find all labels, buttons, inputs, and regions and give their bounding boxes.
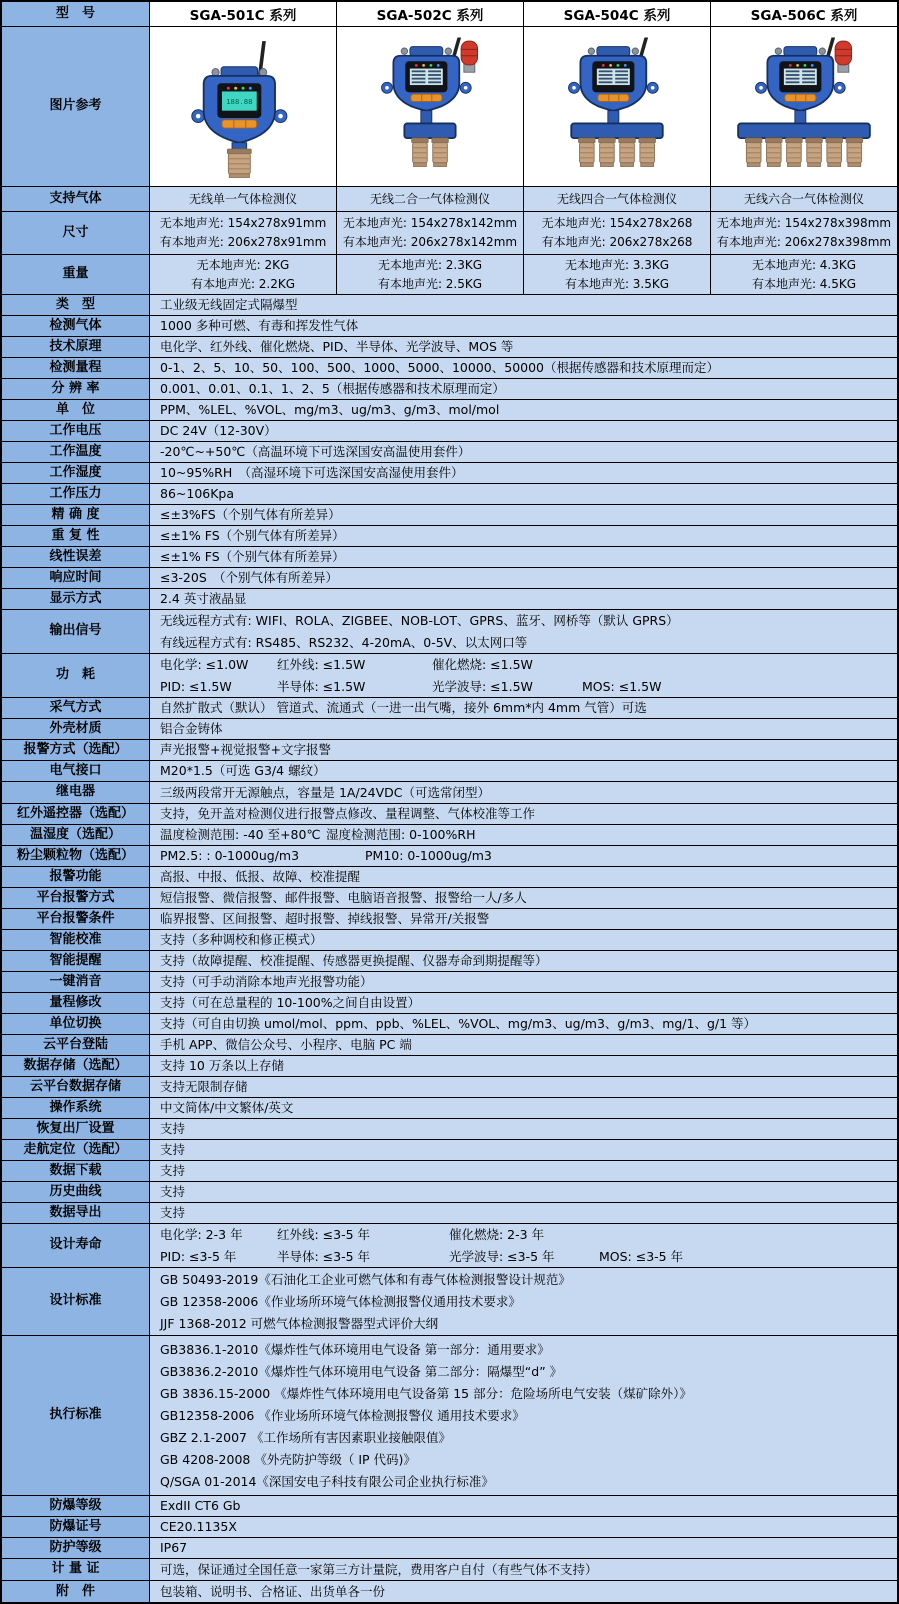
alarm-beacon-icon [835,41,851,72]
row-label-remote: 红外遥控器（选配） [2,804,150,824]
lifetime-segment: 红外线: ≤3-5 年 [277,1226,371,1242]
spec-row-repeatability [2,526,897,547]
svg-text:188.88: 188.88 [226,96,253,106]
weight-value-cell [337,255,524,294]
row-label-accuracy: 精 确 度 [2,505,150,525]
platform-alarm-mode-value-line: 短信报警、微信报警、邮件报警、电脑语音报警、报警给一人/多人 [160,890,527,905]
spec-row-os [2,1098,897,1119]
model-header-sga-506c [711,2,897,26]
row-label-range: 检测量程 [2,358,150,378]
row-label-work-humidity: 工作湿度 [2,463,150,483]
row-label-shell: 外壳材质 [2,719,150,739]
power-value-line [160,676,891,698]
spec-row-output [2,610,897,654]
spec-row-nav-position [2,1140,897,1161]
power-value [150,654,897,697]
mute-value-line: 支持（可手动消除本地声光报警功能） [160,974,373,989]
nav-position-value-line: 支持 [160,1142,186,1157]
row-label-os: 操作系统 [2,1098,150,1118]
spec-row-linearity [2,547,897,568]
image-reference-row [2,27,897,187]
spec-row-shell [2,719,897,740]
row-label-unit: 单 位 [2,400,150,420]
weight-value-line: 无本地声光: 2.3KG [377,257,483,272]
weight-value-cell [150,255,337,294]
row-label-output: 输出信号 [2,610,150,653]
smart-cal-value-line: 支持（多种调校和修正模式） [160,932,323,947]
spec-row-remote [2,804,897,825]
row-label-accessories: 附 件 [2,1581,150,1603]
spec-row-ip-grade [2,1538,897,1559]
spec-row-accuracy [2,505,897,526]
model-name: SGA-506C 系列 [750,8,858,24]
spec-row-resolution [2,379,897,400]
device-image-cell-sga-506c [711,27,897,186]
spec-row-principle [2,337,897,358]
spec-row-unit-switch [2,1014,897,1035]
supported-gas-value-line: 无线单一气体检测仪 [188,191,297,206]
row-label-linearity: 线性误差 [2,547,150,567]
accessories-value-line: 包装箱、说明书、合格证、出货单各一份 [160,1584,386,1599]
dimensions-value-line: 无本地声光: 154x278x398mm [716,216,892,230]
linearity-value-line: ≤±1% FS（个别气体有所差异） [160,549,345,564]
row-label-work-temp: 工作温度 [2,442,150,462]
power-segment: 红外线: ≤1.5W [277,656,366,672]
row-label-nav-position: 走航定位（选配） [2,1140,150,1160]
device-image-cell-sga-504c [524,27,711,186]
temp_humidity-value [150,825,897,845]
cloud-login-value [150,1035,897,1055]
remote-value-line: 支持，免开盖对检测仪进行报警点修改、量程调整、气体校准等工作 [160,806,536,821]
supported-gas-columns [150,187,897,211]
device-photo-sga-501c [157,32,329,182]
exd-cert-value [150,1517,897,1537]
spec-row-work-temp [2,442,897,463]
temp_humidity-segment: 温度检测范围: -40 至+80℃ [160,827,321,842]
row-label-detect-gas: 检测气体 [2,316,150,336]
dust-value [150,846,897,866]
spec-row-cloud-login [2,1035,897,1056]
row-label-display: 显示方式 [2,589,150,609]
alarm-mode-value-line: 声光报警+视觉报警+文字报警 [160,742,331,757]
response-value [150,568,897,588]
data-download-value [150,1161,897,1181]
dust-segment: PM2.5: : 0-1000ug/m3 [160,848,300,863]
exd-grade-value [150,1496,897,1516]
temp_humidity-segment: 湿度检测范围: 0-100%RH [326,827,476,842]
sampling-value-line: 自然扩散式（默认） 管道式、流通式（一进一出气嘴，接外 6mm*内 4mm 气管）可选 [160,700,647,715]
weight-value-line: 无本地声光: 3.3KG [564,257,670,272]
row-label-history-curve: 历史曲线 [2,1182,150,1202]
data-storage-value [150,1056,897,1076]
spec-row-factory-reset [2,1119,897,1140]
smart-remind-value [150,951,897,971]
work-humidity-value-line: 10~95%RH （高湿环境下可选深国安高湿使用套件） [160,465,464,480]
supported-gas-value-cell [150,187,337,211]
spec-row-design-standard [2,1268,897,1336]
ip-grade-value [150,1538,897,1558]
design-standard-value-line: GB 50493-2019《石油化工企业可燃气体和有毒气体检测报警设计规范》 [160,1271,571,1287]
range-value-line: 0-1、2、5、10、50、100、500、1000、5000、10000、50000（根据传感器和技术原理而定） [160,360,720,375]
row-label-alarm-mode: 报警方式（选配） [2,740,150,760]
alarm-func-value-line: 高报、中报、低报、故障、校准提醒 [160,869,361,884]
weight-value-line: 有本地声光: 2.2KG [190,276,296,291]
power-segment: 半导体: ≤1.5W [277,678,366,694]
row-label-lifetime: 设计寿命 [2,1224,150,1267]
unit-value-line: PPM、%LEL、%VOL、mg/m3、ug/m3、g/m3、mol/mol [160,402,500,417]
dimensions-value-line: 有本地声光: 206x278x142mm [342,235,518,249]
alarm-mode-value [150,740,897,760]
spec-row-display [2,589,897,610]
mute-value [150,972,897,992]
temp_humidity-value-line [160,824,891,846]
dimensions-value-line: 无本地声光: 154x278x268 [541,216,693,230]
repeatability-value-line: ≤±1% FS（个别气体有所差异） [160,528,345,543]
spec-row-pressure [2,484,897,505]
data-export-value-line: 支持 [160,1205,186,1220]
data-storage-value-line: 支持 10 万条以上存储 [160,1058,284,1073]
os-value [150,1098,897,1118]
row-label-range-modify: 量程修改 [2,993,150,1013]
row-label-exd-grade: 防爆等级 [2,1496,150,1516]
weight-value-line: 有本地声光: 3.5KG [564,276,670,291]
lifetime-value-line [160,1224,891,1246]
spec-row-relay [2,782,897,804]
design-standard-value-line: GB 12358-2006《作业场所环境气体检测报警仪通用技术要求》 [160,1293,521,1309]
platform-alarm-mode-value [150,888,897,908]
spec-row-unit [2,400,897,421]
lifetime-segment: 电化学: 2-3 年 [160,1226,243,1242]
row-label-principle: 技术原理 [2,337,150,357]
principle-value-line: 电化学、红外线、催化燃烧、PID、半导体、光学波导、MOS 等 [160,339,514,354]
spec-row-metering-cert [2,1559,897,1581]
supported-gas-value-cell [711,187,897,211]
spec-row-lifetime [2,1224,897,1268]
lifetime-value-line [160,1246,891,1268]
model-header-sga-504c [524,2,711,26]
dimensions-value-cell [524,212,711,254]
dust-segment: PM10: 0-1000ug/m3 [365,848,492,863]
spec-row-supported-gas [2,187,897,212]
weight-columns [150,255,897,294]
spec-row-accessories [2,1581,897,1603]
row-label-response: 响应时间 [2,568,150,588]
model-name: SGA-502C 系列 [376,8,484,24]
row-label-repeatability: 重 复 性 [2,526,150,546]
exd-cert-value-line: CE20.1135X [160,1519,237,1534]
row-label-ip-grade: 防护等级 [2,1538,150,1558]
row-label-voltage: 工作电压 [2,421,150,441]
dimensions-value-line: 有本地声光: 206x278x268 [541,235,693,249]
ip-grade-value-line: IP67 [160,1540,188,1555]
platform-alarm-cond-value-line: 临界报警、区间报警、超时报警、掉线报警、异常开/关报警 [160,911,490,926]
device-image-cell-sga-501c [150,27,337,186]
dimensions-value-line: 无本地声光: 154x278x91mm [159,216,327,230]
range-modify-value-line: 支持（可在总量程的 10-100%之间自由设置） [160,995,421,1010]
lifetime-segment: PID: ≤3-5 年 [160,1248,237,1264]
factory-reset-value-line: 支持 [160,1121,186,1136]
row-label-weight: 重量 [2,255,150,294]
spec-row-platform-alarm-mode [2,888,897,909]
supported-gas-value-line: 无线六合一气体检测仪 [743,191,864,206]
model-name: SGA-501C 系列 [189,8,297,24]
spec-row-data-download [2,1161,897,1182]
row-label-platform-alarm-cond: 平台报警条件 [2,909,150,929]
alarm-func-value [150,867,897,887]
row-label-dust: 粉尘颗粒物（选配） [2,846,150,866]
power-segment: 光学波导: ≤1.5W [432,678,533,694]
row-label-resolution: 分 辨 率 [2,379,150,399]
nav-position-value [150,1140,897,1160]
remote-value [150,804,897,824]
supported-gas-value-cell [337,187,524,211]
lifetime-segment: 光学波导: ≤3-5 年 [449,1248,555,1264]
output-value-line: 有线远程方式有: RS485、RS232、4-20mA、0-5V、以太网口等 [160,634,528,650]
shell-value [150,719,897,739]
metering-cert-value [150,1559,897,1580]
spec-row-voltage [2,421,897,442]
row-label-sampling: 采气方式 [2,698,150,718]
power-segment: PID: ≤1.5W [160,678,232,694]
spec-row-platform-alarm-cond [2,909,897,930]
exec-standard-value-line: Q/SGA 01-2014《深国安电子科技有限公司企业执行标准》 [160,1473,494,1489]
row-label-data-export: 数据导出 [2,1203,150,1223]
relay-value [150,782,897,803]
output-value [150,610,897,653]
model-columns [150,2,897,26]
range-modify-value [150,993,897,1013]
model-header-row [2,2,897,27]
pressure-value-line: 86~106Kpa [160,486,235,501]
spec-row-dust [2,846,897,867]
display-value-line: 2.4 英寸液晶显 [160,591,247,606]
power-segment: MOS: ≤1.5W [582,678,662,694]
unit-switch-value [150,1014,897,1034]
data-export-value [150,1203,897,1223]
exec-standard-value-line: GB 3836.15-2000 《爆炸性气体环境用电气设备第 15 部分：危险场所电气安装（煤矿除外）》 [160,1385,692,1401]
exec-standard-value-line: GB3836.1-2010《爆炸性气体环境用电气设备 第一部分：通用要求》 [160,1341,550,1357]
supported-gas-value-line: 无线二合一气体检测仪 [369,191,490,206]
row-label-data-storage: 数据存储（选配） [2,1056,150,1076]
spec-row-range-modify [2,993,897,1014]
spec-row-alarm-mode [2,740,897,761]
exec-standard-value-line: GB12358-2006 《作业场所环境气体检测报警仪 通用技术要求》 [160,1407,525,1423]
weight-value-line: 有本地声光: 2.5KG [377,276,483,291]
row-label-type: 类 型 [2,295,150,315]
weight-value-line: 无本地声光: 4.3KG [751,257,857,272]
alarm-beacon-icon [461,41,477,72]
dimensions-value-cell [711,212,897,254]
spec-row-exd-grade [2,1496,897,1517]
accessories-value [150,1581,897,1603]
accuracy-value [150,505,897,525]
spec-row-electric-port [2,761,897,782]
lifetime-segment: 催化燃烧: 2-3 年 [449,1226,545,1242]
sampling-value [150,698,897,718]
design-standard-value-line: JJF 1368-2012 可燃气体检测报警器型式评价大纲 [160,1315,439,1331]
supported-gas-value-cell [524,187,711,211]
row-label-temp_humidity: 温湿度（选配） [2,825,150,845]
work-temp-value-line: -20℃~+50℃（高温环境下可选深国安高温使用套件） [160,444,471,459]
device-photo-sga-506c [718,32,890,182]
resolution-value [150,379,897,399]
history-curve-value [150,1182,897,1202]
factory-reset-value [150,1119,897,1139]
row-label-unit-switch: 单位切换 [2,1014,150,1034]
row-label-smart-remind: 智能提醒 [2,951,150,971]
row-label-exd-cert: 防爆证号 [2,1517,150,1537]
spec-row-cloud-storage [2,1077,897,1098]
os-value-line: 中文简体/中文繁体/英文 [160,1100,294,1115]
dimensions-value-line: 无本地声光: 154x278x142mm [342,216,518,230]
spec-row-data-export [2,1203,897,1224]
row-label-platform-alarm-mode: 平台报警方式 [2,888,150,908]
row-label-smart-cal: 智能校准 [2,930,150,950]
spec-row-temp_humidity [2,825,897,846]
row-label-data-download: 数据下载 [2,1161,150,1181]
supported-gas-value-line: 无线四合一气体检测仪 [556,191,677,206]
row-label-model: 型 号 [2,2,150,26]
weight-value-line: 无本地声光: 2KG [196,257,290,272]
range-value [150,358,897,378]
lifetime-segment: 半导体: ≤3-5 年 [277,1248,371,1264]
power-segment: 电化学: ≤1.0W [160,656,249,672]
detect-gas-value [150,316,897,336]
row-label-electric-port: 电气接口 [2,761,150,781]
row-label-alarm-func: 报警功能 [2,867,150,887]
row-label-cloud-storage: 云平台数据存储 [2,1077,150,1097]
pressure-value [150,484,897,504]
dimensions-columns [150,212,897,254]
row-label-factory-reset: 恢复出厂设置 [2,1119,150,1139]
data-download-value-line: 支持 [160,1163,186,1178]
model-header-sga-501c [150,2,337,26]
row-label-power: 功 耗 [2,654,150,697]
image-columns [150,27,897,186]
voltage-value-line: DC 24V（12-30V） [160,423,277,438]
spec-row-sampling [2,698,897,719]
linearity-value [150,547,897,567]
spec-row-exd-cert [2,1517,897,1538]
relay-value-line: 三级两段常开无源触点，容量是 1A/24VDC（可选常闭型） [160,784,490,800]
power-value-line [160,654,891,676]
device-photo-sga-504c [531,32,703,182]
history-curve-value-line: 支持 [160,1184,186,1199]
platform-alarm-cond-value [150,909,897,929]
dimensions-value-cell [150,212,337,254]
output-value-line: 无线远程方式有: WIFI、ROLA、ZIGBEE、NOB-LOT、GPRS、蓝牙、网桥等（默认 GPRS） [160,612,679,628]
weight-value-line: 有本地声光: 4.5KG [751,276,857,291]
detect-gas-value-line: 1000 多种可燃、有毒和挥发性气体 [160,318,359,333]
exec-standard-value [150,1336,897,1495]
principle-value [150,337,897,357]
smart-remind-value-line: 支持（故障提醒、校准提醒、传感器更换提醒、仪器寿命到期提醒等） [160,953,548,968]
row-label-cloud-login: 云平台登陆 [2,1035,150,1055]
row-label-design-standard: 设计标准 [2,1268,150,1335]
row-label-mute: 一键消音 [2,972,150,992]
cloud-storage-value [150,1077,897,1097]
row-label-relay: 继电器 [2,782,150,803]
row-label-images: 图片参考 [2,27,150,186]
row-label-exec-standard: 执行标准 [2,1336,150,1495]
spec-row-detect-gas [2,316,897,337]
lifetime-segment: MOS: ≤3-5 年 [599,1248,684,1264]
spec-row-range [2,358,897,379]
spec-row-history-curve [2,1182,897,1203]
dust-value-line [160,845,891,867]
cloud-login-value-line: 手机 APP、微信公众号、小程序、电脑 PC 端 [160,1037,412,1052]
electric-port-value [150,761,897,781]
type-value-line: 工业级无线固定式隔爆型 [160,297,298,312]
exd-grade-value-line: ExdII CT6 Gb [160,1498,241,1513]
work-temp-value [150,442,897,462]
power-segment: 催化燃烧: ≤1.5W [432,656,533,672]
spec-row-data-storage [2,1056,897,1077]
device-photo-sga-502c [344,32,516,182]
dimensions-value-cell [337,212,524,254]
exec-standard-value-line: GBZ 2.1-2007 《工作场所有害因素职业接触限值》 [160,1429,451,1445]
row-label-supported-gas: 支持气体 [2,187,150,211]
cloud-storage-value-line: 支持无限制存储 [160,1079,248,1094]
spec-row-power [2,654,897,698]
electric-port-value-line: M20*1.5（可选 G3/4 螺纹） [160,763,326,778]
work-humidity-value [150,463,897,483]
spec-row-weight [2,255,897,295]
spec-row-dimensions [2,212,897,255]
spec-row-mute [2,972,897,993]
display-value [150,589,897,609]
dimensions-value-line: 有本地声光: 206x278x398mm [716,235,892,249]
row-label-dimensions: 尺寸 [2,212,150,254]
accuracy-value-line: ≤±3%FS（个别气体有所差异） [160,507,341,522]
spec-row-response [2,568,897,589]
spec-row-type [2,295,897,316]
row-label-metering-cert: 计 量 证 [2,1559,150,1580]
response-value-line: ≤3-20S （个别气体有所差异） [160,570,339,585]
spec-row-work-humidity [2,463,897,484]
exec-standard-value-line: GB 4208-2008 《外壳防护等级（ IP 代码)》 [160,1451,416,1467]
weight-value-cell [524,255,711,294]
exec-standard-value-line: GB3836.2-2010《爆炸性气体环境用电气设备 第二部分：隔爆型“d” 》 [160,1363,563,1379]
spec-row-alarm-func [2,867,897,888]
design-standard-value [150,1268,897,1335]
dimensions-value-line: 有本地声光: 206x278x91mm [159,235,327,249]
model-name: SGA-504C 系列 [563,8,671,24]
row-label-pressure: 工作压力 [2,484,150,504]
smart-cal-value [150,930,897,950]
unit-switch-value-line: 支持（可自由切换 umol/mol、ppm、ppb、%LEL、%VOL、mg/m3、ug/m3、g/m3、mg/1、g/1 等） [160,1016,757,1031]
spec-row-smart-remind [2,951,897,972]
voltage-value [150,421,897,441]
weight-value-cell [711,255,897,294]
lifetime-value [150,1224,897,1267]
device-image-cell-sga-502c [337,27,524,186]
repeatability-value [150,526,897,546]
unit-value [150,400,897,420]
model-header-sga-502c [337,2,524,26]
type-value [150,295,897,315]
metering-cert-value-line: 可选，保证通过全国任意一家第三方计量院，费用客户自付（有些气体不支持） [160,1561,598,1577]
resolution-value-line: 0.001、0.01、0.1、1、2、5（根据传感器和技术原理而定） [160,381,505,396]
spec-row-smart-cal [2,930,897,951]
shell-value-line: 铝合金铸体 [160,721,223,736]
spec-row-exec-standard [2,1336,897,1496]
